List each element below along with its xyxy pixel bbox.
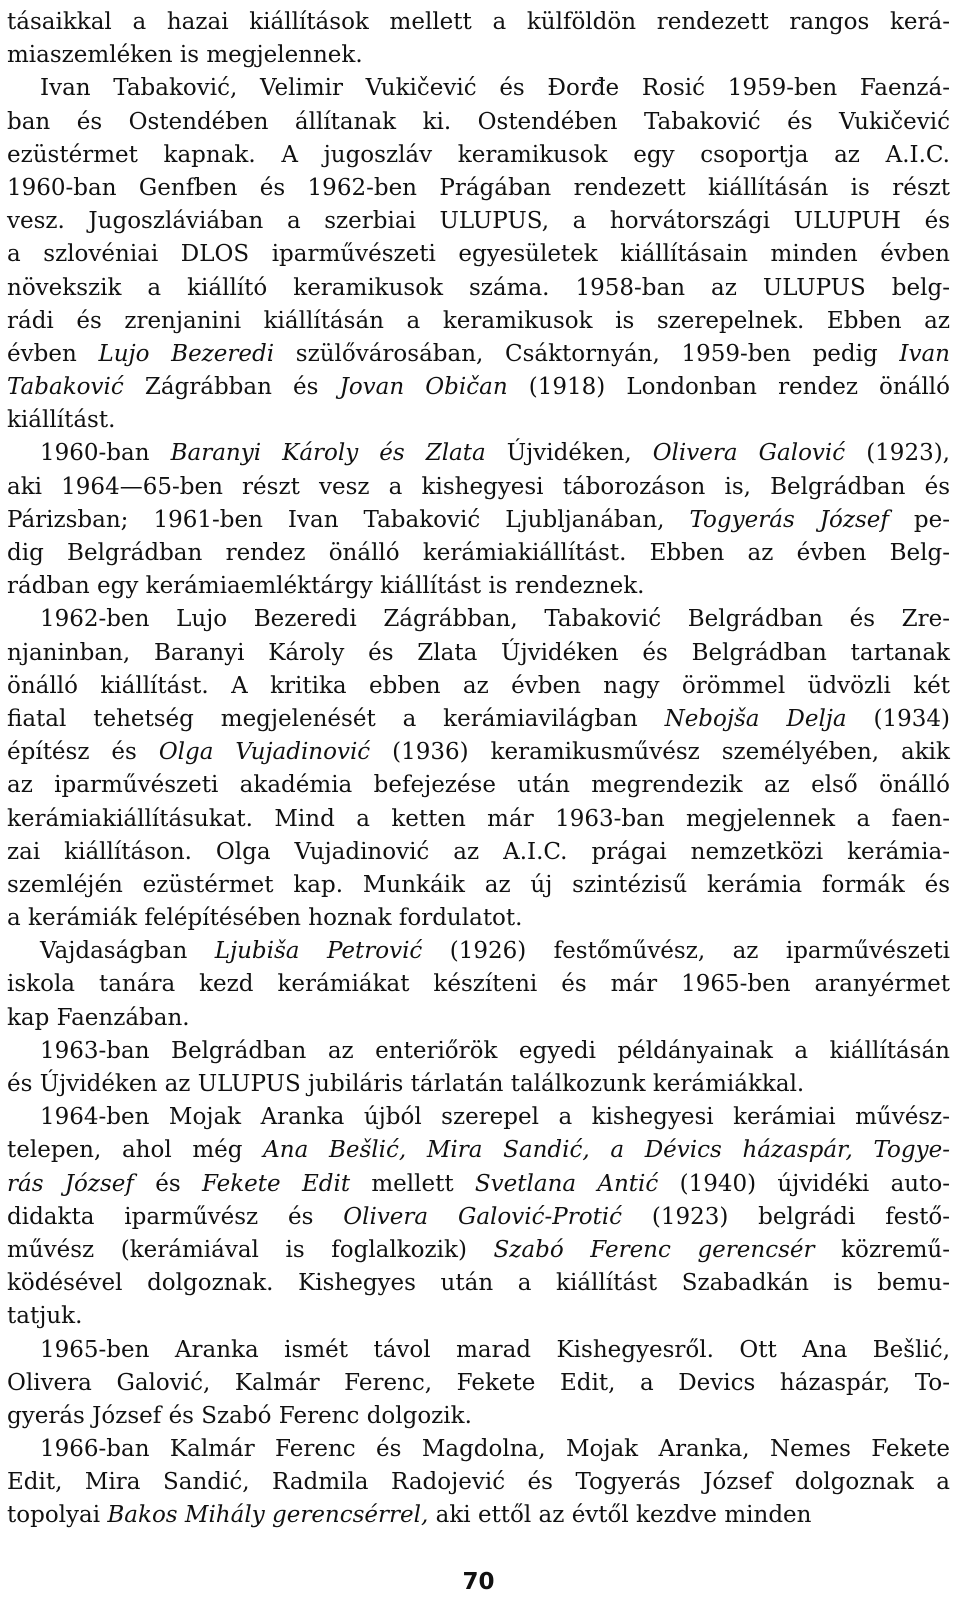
text-run: tásaikkal a hazai kiállítások mellett a külföldön rendezett rangos kerá-: [7, 9, 950, 35]
text-run: építész és: [7, 739, 159, 766]
text-line: [7, 504, 950, 537]
text-line: [7, 1134, 950, 1167]
text-run: 1965-ben Aranka ismét távol marad Kishegyesről. Ott Ana Bešlić,: [40, 1336, 950, 1363]
text-line: [7, 1267, 950, 1300]
paragraph: [7, 935, 950, 1035]
text-run: Zágrábban és: [123, 374, 340, 401]
text-line: [7, 935, 950, 968]
text-line: [7, 6, 950, 39]
text-line: [7, 703, 950, 736]
text-run: rádban egy kerámiaemléktárgy kiállítást is rendeznek.: [7, 573, 645, 600]
text-line: [7, 1334, 950, 1367]
text-run: gyerás József és Szabó Ferenc dolgozik.: [7, 1402, 472, 1429]
text-run: Olivera Galović, Kalmár Ferenc, Fekete Edit, a Devics házaspár, To-: [7, 1369, 950, 1396]
italic-name: Olga Vujadinović: [158, 739, 371, 766]
text-run: iskola tanára kezd kerámiákat készíteni és már 1965-ben aranyérmet: [7, 971, 950, 998]
text-run: közremű-: [814, 1236, 951, 1263]
text-line: [7, 1035, 950, 1068]
paragraph: [7, 1035, 950, 1101]
text-run: 1960-ban: [40, 440, 171, 467]
italic-name: Baranyi Károly és Zlata: [170, 440, 486, 467]
text-run: a szlovéniai DLOS iparművészeti egyesületek kiállításain minden évben: [7, 241, 950, 268]
text-run: kiállítást.: [7, 407, 116, 434]
text-line: [7, 471, 950, 504]
text-run: ban és Ostendében állítanak ki. Ostendében Tabaković és Vukičević: [7, 108, 950, 135]
text-line: [7, 968, 950, 1001]
text-run: és Újvidéken az ULUPUS jubiláris tárlatán találkozunk kerámiákkal.: [7, 1071, 805, 1097]
text-run: kerámiakiállításukat. Mind a ketten már 1963-ban megjelennek a faen-: [7, 805, 950, 832]
paragraph: [7, 6, 950, 72]
text-line: [7, 1367, 950, 1400]
text-run: 1963-ban Belgrádban az enteriőrök egyedi példányainak a kiállításán: [40, 1037, 950, 1064]
text-line: [7, 39, 950, 72]
text-run: (1918) Londonban rendez önálló: [507, 374, 950, 401]
text-run: Újvidéken,: [485, 440, 653, 467]
text-run: aki 1964—65-ben részt vesz a kishegyesi táborozáson is, Belgrádban és: [7, 473, 950, 500]
text-run: Párizsban; 1961-ben Ivan Tabaković Ljubljanában,: [7, 506, 690, 533]
text-line: [7, 637, 950, 670]
text-run: évben: [7, 340, 99, 367]
italic-name: Togyerás József: [689, 506, 889, 533]
text-run: zai kiállításon. Olga Vujadinović az A.I.C. prágai nemzetközi kerámia-: [7, 838, 950, 865]
italic-name: Ana Bešlić, Mira Sandić, a Dévics házaspár, Togye-: [263, 1137, 951, 1164]
italic-name: Jovan Običan: [339, 374, 508, 401]
italic-name: Ivan: [899, 340, 950, 367]
text-line: [7, 1466, 950, 1499]
text-run: szülővárosában, Csáktornyán, 1959-ben pedig: [274, 340, 900, 367]
paragraph: [7, 1433, 950, 1533]
text-line: [7, 869, 950, 902]
text-run: 1964-ben Mojak Aranka újból szerepel a kishegyesi kerámiai művész-: [40, 1104, 950, 1131]
text-run: fiatal tehetség megjelenését a kerámiavilágban: [7, 705, 665, 732]
text-run: vesz. Jugoszláviában a szerbiai ULUPUS, a horvátországi ULUPUH és: [7, 208, 950, 235]
text-line: [7, 1499, 950, 1532]
text-line: [7, 338, 950, 371]
text-run: Vajdaságban: [40, 938, 215, 965]
text-run: njaninban, Baranyi Károly és Zlata Újvidéken és Belgrádban tartanak: [7, 639, 950, 666]
text-line: [7, 371, 950, 404]
text-line: [7, 238, 950, 271]
text-run: és: [133, 1170, 202, 1197]
paragraph: [7, 437, 950, 603]
paragraph: [7, 1334, 950, 1434]
text-run: (1940) újvidéki auto-: [658, 1170, 950, 1197]
text-line: [7, 537, 950, 570]
text-line: [7, 437, 950, 470]
text-run: (1936) keramikusművész személyében, akik: [370, 739, 950, 766]
text-run: dig Belgrádban rendez önálló kerámiakiállítást. Ebben az évben Belg-: [7, 540, 950, 566]
text-line: [7, 1234, 950, 1267]
italic-name: Lujo Bezeredi: [98, 340, 275, 367]
text-run: pe-: [888, 506, 950, 533]
text-run: (1923) belgrádi festő-: [622, 1203, 950, 1230]
paragraph: [7, 72, 950, 437]
text-run: miaszemléken is megjelennek.: [7, 42, 363, 69]
text-line: [7, 902, 950, 935]
text-run: (1934): [846, 705, 950, 732]
text-line: [7, 305, 950, 338]
text-run: szemléjén ezüstérmet kap. Munkáik az új szintézisű kerámia formák és: [7, 871, 950, 898]
text-run: ezüstérmet kapnak. A jugoszláv keramikusok egy csoportja az A.I.C.: [7, 141, 950, 168]
text-line: [7, 1068, 950, 1101]
text-line: [7, 272, 950, 305]
italic-name: Olivera Galović-Protić: [343, 1203, 623, 1230]
text-run: didakta iparművész és: [7, 1203, 344, 1230]
paragraph: [7, 1101, 950, 1333]
text-line: [7, 570, 950, 603]
document-page: [7, 0, 950, 1607]
text-line: [7, 1168, 950, 1201]
italic-name: Nebojša Delja: [664, 705, 847, 732]
paragraph: [7, 603, 950, 935]
text-line: [7, 139, 950, 172]
text-run: Ivan Tabaković, Velimir Vukičević és Đorđe Rosić 1959-ben Faenzá-: [40, 75, 950, 102]
text-run: 1962-ben Lujo Bezeredi Zágrábban, Tabaković Belgrádban és Zre-: [40, 606, 950, 633]
text-line: [7, 603, 950, 636]
text-line: [7, 769, 950, 802]
text-line: [7, 1400, 950, 1433]
text-line: [7, 1101, 950, 1134]
italic-name: Olivera Galović: [652, 440, 846, 467]
text-run: művész (kerámiával is foglalkozik): [7, 1236, 494, 1263]
text-line: [7, 736, 950, 769]
text-line: [7, 172, 950, 205]
text-run: rádi és zrenjanini kiállításán a keramikusok is szerepelnek. Ebben az: [7, 307, 950, 334]
italic-name: Ljubiša Petrović: [214, 938, 423, 965]
text-run: 1960-ban Genfben és 1962-ben Prágában rendezett kiállításán is részt: [7, 174, 950, 201]
italic-name: Svetlana Antić: [474, 1170, 659, 1197]
text-run: 1966-ban Kalmár Ferenc és Magdolna, Mojak Aranka, Nemes Fekete: [40, 1436, 950, 1463]
text-body: [7, 6, 950, 1533]
text-line: [7, 404, 950, 437]
text-line: [7, 1433, 950, 1466]
text-run: tatjuk.: [7, 1303, 83, 1330]
text-run: az iparművészeti akadémia befejezése után megrendezik az első önálló: [7, 772, 950, 799]
text-run: (1923),: [845, 440, 950, 467]
italic-name: rás József: [7, 1170, 134, 1197]
text-line: [7, 205, 950, 238]
text-line: [7, 803, 950, 836]
text-run: kap Faenzában.: [7, 1004, 190, 1031]
text-line: [7, 106, 950, 139]
text-line: [7, 72, 950, 105]
text-line: [7, 670, 950, 703]
text-run: (1926) festőművész, az iparművészeti: [422, 938, 950, 965]
text-run: a kerámiák felépítésében hoznak fordulatot.: [7, 905, 523, 932]
italic-name: Fekete Edit: [201, 1170, 351, 1197]
text-line: [7, 1300, 950, 1333]
page-number: 70: [462, 1569, 495, 1595]
text-line: [7, 836, 950, 869]
text-line: [7, 1201, 950, 1234]
text-run: topolyai: [7, 1502, 108, 1529]
italic-name: Bakos Mihály gerencsérrel,: [107, 1502, 429, 1529]
text-line: [7, 1002, 950, 1035]
text-run: ködésével dolgoznak. Kishegyes után a kiállítást Szabadkán is bemu-: [7, 1270, 950, 1297]
text-run: önálló kiállítást. A kritika ebben az évben nagy örömmel üdvözli két: [7, 672, 950, 699]
text-run: Edit, Mira Sandić, Radmila Radojević és Togyerás József dolgoznak a: [7, 1469, 950, 1496]
text-run: növekszik a kiállító keramikusok száma. 1958-ban az ULUPUS belg-: [7, 274, 950, 301]
italic-name: Tabaković: [7, 374, 124, 401]
text-run: aki ettől az évtől kezdve minden: [428, 1502, 812, 1529]
text-run: mellett: [350, 1170, 475, 1197]
italic-name: Szabó Ferenc gerencsér: [493, 1236, 815, 1263]
text-run: telepen, ahol még: [7, 1137, 264, 1164]
